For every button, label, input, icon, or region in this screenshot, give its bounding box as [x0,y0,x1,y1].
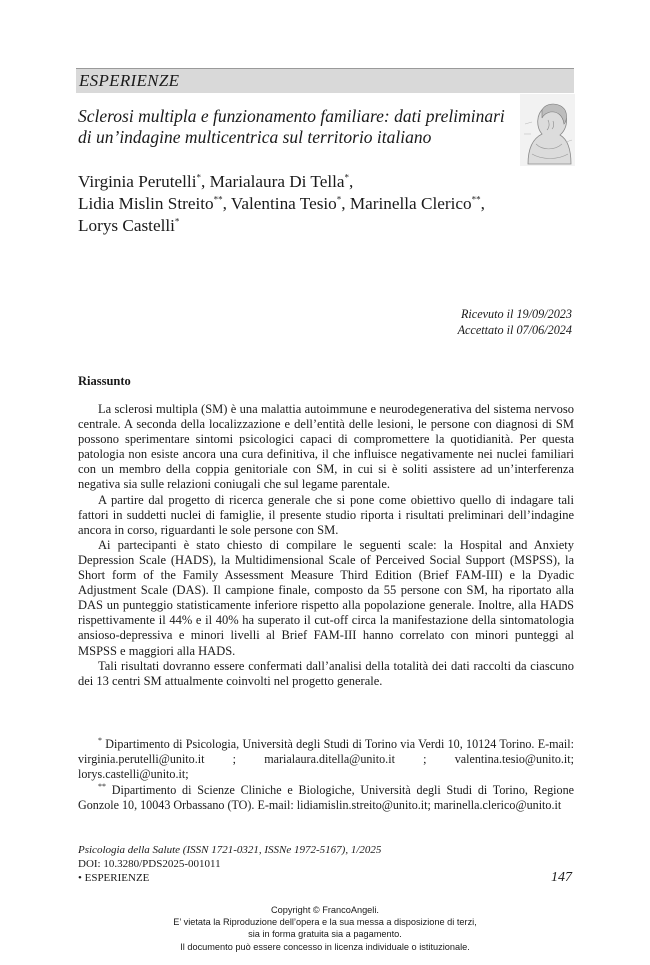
section-label: ESPERIENZE [79,71,180,90]
page-number: 147 [551,870,572,885]
received-date: Ricevuto il 19/09/2023 [460,307,572,321]
author-separator: , [222,194,231,213]
author-name: Marialaura Di Tella [209,172,345,191]
journal-info [78,843,381,885]
footnote-mark: * [98,735,102,745]
author-affiliation-mark: ** [471,194,481,205]
article-title-line-1: Sclerosi multipla e funzionamento familiare: dati preliminari [78,106,505,126]
footnote [78,783,574,813]
author-list [78,171,548,237]
footnote-text: Dipartimento di Scienze Cliniche e Biologiche, Università degli Studi di Torino, Regione Gonzole 10, 10043 Orbassano (TO). E-mail: lidiamislin.streito@unito.it; marinella.clerico@unito.it [78,782,574,812]
abstract-heading: Riassunto [78,374,131,388]
author-affiliation-mark: * [344,172,350,183]
author-name: Marinella Clerico [349,194,472,213]
copyright-line: Il documento può essere concesso in licenza individuale o istituzionale. [180,941,470,952]
journal-citation: Psicologia della Salute (ISSN 1721-0321, ISSNe 1972-5167), 1/2025 [78,844,382,856]
doi-link[interactable]: DOI: 10.3280/PDS2025-001011 [78,858,221,870]
author-separator: , [200,172,210,191]
author-separator: , [341,194,350,213]
copyright-line: E’ vietata la Riproduzione dell’opera e la sua messa a disposizione di terzi, [173,917,477,928]
abstract-paragraph: A partire dal progetto di ricerca generale che si pone come obiettivo quello di indagare tali fattori in suddetti nuclei di famiglie, il presente studio riporta i risultati preliminari dell’indagine ancora in corso, riguardanti le sole persone con SM. [78,492,574,537]
submission-dates [458,307,572,338]
author-name: Lidia Mislin Streito [78,194,214,213]
portrait-engraving-icon [520,94,575,166]
author-affiliation-mark: * [174,216,180,227]
journal-section: • ESPERIENZE [78,872,150,884]
abstract-paragraph: La sclerosi multipla (SM) è una malattia autoimmune e neurodegenerativa del sistema nervoso centrale. A seconda della localizzazione e dell’entità delle lesioni, le persone con diagnosi di SM possono sperimentare sintomi psicologici capaci di compromettere la quotidianità. Per questa patologia non esiste ancora una cura definitiva, il che influisce negativamente nei nuclei familiari con un membro della coppia genitoriale con SM, in cui si è soliti assistere ad un’interferenza negativa sia sulle relazioni coniugali che sul legame parentale. [78,402,574,492]
author-line-2 [78,193,548,215]
author-affiliation-mark: * [336,194,342,205]
copyright-line: Copyright © FrancoAngeli. [271,905,379,915]
author-affiliation-mark: * [196,172,201,183]
accepted-date: Accettato il 07/06/2024 [457,322,572,337]
footnote-text: Dipartimento di Psicologia, Università degli Studi di Torino via Verdi 10, 10124 Torino. E-mail: virginia.perutelli@unito.it ; marialaura.ditella@unito.it ; valentina.tesio@unito.it; lorys.castelli@unito.it; [78,737,574,782]
author-line-3 [78,215,548,237]
abstract-paragraph: Ai partecipanti è stato chiesto di compilare le seguenti scale: la Hospital and Anxiety Depression Scale (HADS), la Multidimensional Scale of Perceived Social Support (MSPSS), la Short form of the Family Assessment Measure Third Edition (Brief FAM-III) e la Dyadic Adjustment Scale (DAS). Il campione finale, composto da 55 persone con SM, ha riportato alla DAS un punteggio statisticamente inferiore rispetto alla popolazione generale. Inoltre, alla HADS rispettivamente il 44% e il 40% ha superato il cut-off circa la manifestazione della sintomatologia ansioso-depressiva e minori livelli al Brief FAM-III hanno correlato con minori punteggi al MSPSS e maggiori alla HADS. [78,537,574,658]
copyright-line: sia in forma gratuita sia a pagamento. [248,929,402,940]
author-line-1 [78,171,548,193]
abstract-paragraph: Tali risultati dovranno essere confermati dall’analisi della totalità dei dati raccolti da ciascuno dei 13 centri SM attualmente coinvolti nel progetto generale. [78,658,574,688]
author-name: Virginia Perutelli [78,172,197,191]
footnote [78,737,574,783]
author-name: Valentina Tesio [230,194,337,213]
footnote-mark: ** [98,781,106,791]
article-title [78,106,518,148]
article-title-line-2: di un’indagine multicentrica sul territorio italiano [78,127,432,147]
author-separator: , [480,194,485,213]
author-name: Lorys Castelli [78,216,175,235]
author-separator: , [349,172,354,191]
affiliation-footnotes [78,737,574,813]
copyright-notice [0,904,650,953]
section-header [76,68,574,93]
author-affiliation-mark: ** [213,194,223,205]
abstract-body [78,402,574,689]
